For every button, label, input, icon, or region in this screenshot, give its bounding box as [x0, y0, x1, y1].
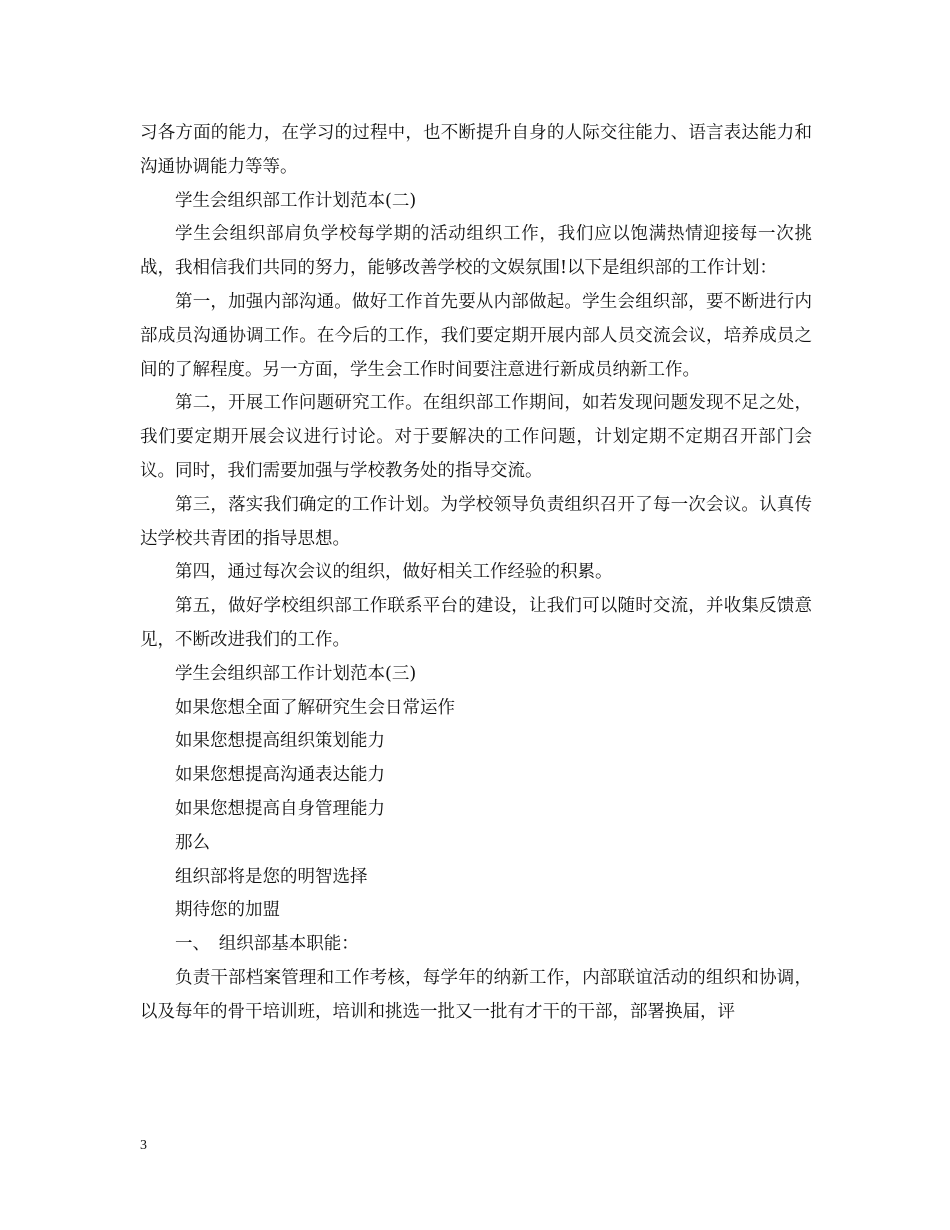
paragraph-3: 学生会组织部肩负学校每学期的活动组织工作，我们应以饱满热情迎接每一次挑战，我相信我们共同的努力，能够改善学校的文娱氛围!以下是组织部的工作计划： — [140, 224, 812, 279]
paragraph-6: 第三，落实我们确定的工作计划。为学校领导负责组织召开了每一次会议。认真传达学校共青团的指导思想。 — [140, 494, 812, 549]
page-number: 3 — [140, 1138, 147, 1153]
paragraph-1: 习各方面的能力，在学习的过程中，也不断提升自身的人际交往能力、语言表达能力和沟通协调能力等等。 — [140, 123, 812, 177]
paragraph-10: 如果您想全面了解研究生会日常运作 — [175, 697, 455, 718]
section-heading-2: 学生会组织部工作计划范本(二) — [175, 190, 417, 211]
paragraph-13: 如果您想提高自身管理能力 — [175, 798, 385, 819]
paragraph-16: 期待您的加盟 — [175, 900, 280, 921]
paragraph-7: 第四，通过每次会议的组织，做好相关工作经验的积累。 — [175, 562, 613, 583]
paragraph-4: 第一，加强内部沟通。做好工作首先要从内部做起。学生会组织部，要不断进行内部成员沟通协调工作。在今后的工作，我们要定期开展内部人员交流会议，培养成员之间的了解程度。另一方面，学生会工作时间要注意进行新成员纳新工作。 — [140, 291, 812, 380]
paragraph-11: 如果您想提高组织策划能力 — [175, 731, 385, 752]
paragraph-12: 如果您想提高沟通表达能力 — [175, 765, 385, 786]
paragraph-8: 第五，做好学校组织部工作联系平台的建设，让我们可以随时交流，并收集反馈意见，不断改进我们的工作。 — [140, 596, 812, 650]
section-heading-17: 一、 组织部基本职能： — [175, 934, 359, 955]
paragraph-15: 组织部将是您的明智选择 — [175, 866, 368, 887]
paragraph-14: 那么 — [175, 832, 210, 853]
paragraph-5: 第二，开展工作问题研究工作。在组织部工作期间，如若发现问题发现不足之处，我们要定期开展会议进行讨论。对于要解决的工作问题，计划定期不定期召开部门会议。同时，我们需要加强与学校教务处的指导交流。 — [140, 393, 812, 481]
section-heading-9: 学生会组织部工作计划范本(三) — [175, 663, 417, 684]
document-body — [140, 117, 812, 1030]
paragraph-18: 负责干部档案管理和工作考核，每学年的纳新工作，内部联谊活动的组织和协调，以及每年的骨干培训班，培训和挑选一批又一批有才干的干部，部署换届，评 — [140, 967, 812, 1022]
